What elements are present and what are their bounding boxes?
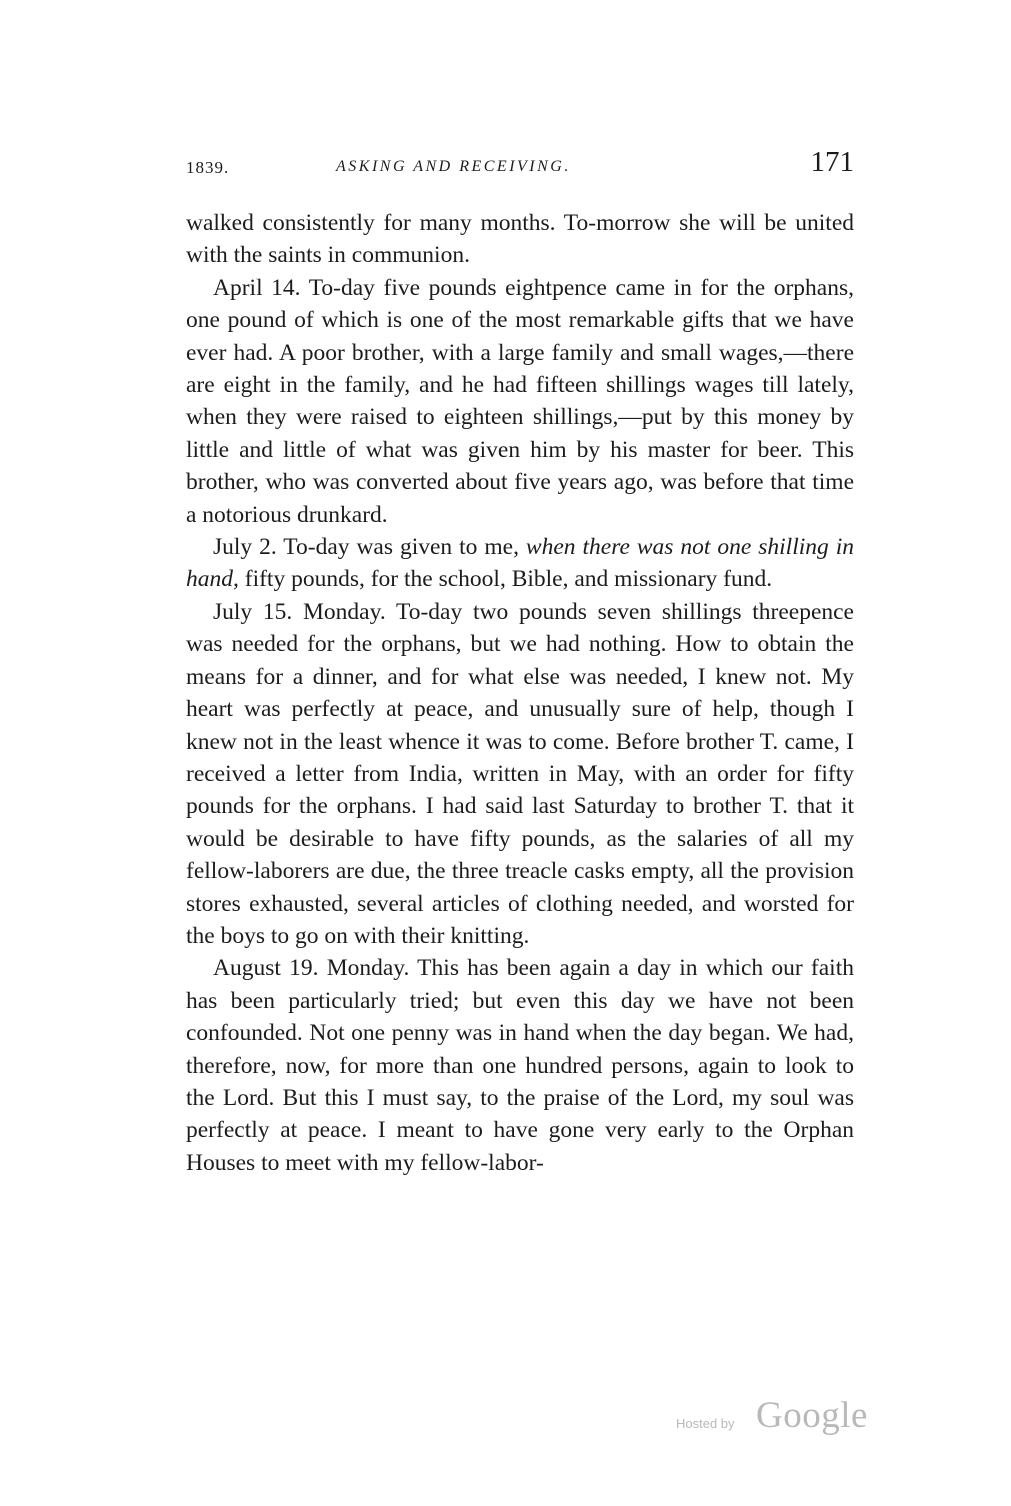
text-run: fifty pounds, for the school, Bible, and missionary fund. [238,566,773,593]
google-logo: Google [756,1395,868,1436]
page-number: 171 [810,146,854,178]
text-run: April 14. To-day five pounds eightpence came in for the orphans, one pound of which is one of the most remarkable gifts that we have ever had. A poor brother, with a large family and small wages,—there are eight in the family, and he had fifteen shillings wages till lately, when they were raised to eighteen shillings,—put by this money by little and little of what was given him by his master for beer. This brother, who was converted about five years ago, was before that time a notorious drunkard. [186,274,854,528]
paragraph-august-19 [186,952,854,1179]
hosted-by-text: Hosted by [676,1416,735,1431]
body-text [186,207,854,1179]
page-header [186,146,854,186]
text-run: August 19. Monday. This has been again a day in which our faith has been particularly tried; but even this day we have not been confounded. Not one penny was in hand when the day began. We had, therefore, now, for more than one hundred persons, again to look to the Lord. But this I must say, to the praise of the Lord, my soul was perfectly at peace. I meant to have gone very early to the Orphan Houses to meet with my fellow-labor- [186,955,854,1176]
paragraph-july-15 [186,596,854,952]
italic-phrase: when there was not one shilling in hand, [186,534,854,593]
running-title: ASKING AND RECEIVING. [336,158,571,175]
paragraph-continued [186,207,854,272]
google-watermark [676,1394,886,1438]
paragraph-april-14 [186,272,854,531]
text-run: July 2. To-day was given to me, [213,534,526,561]
paragraph-july-2 [186,531,854,596]
header-year: 1839. [186,158,230,177]
text-run: walked consistently for many months. To-morrow she will be united with the saints in communion. [186,210,854,269]
text-run: July 15. Monday. To-day two pounds seven shillings threepence was needed for the orphans, but we had nothing. How to obtain the means for a dinner, and for what else was needed, I knew not. My heart was perfectly at peace, and unusually sure of help, though I knew not in the least whence it was to come. Before brother T. came, I received a letter from India, written in May, with an order for fifty pounds for the orphans. I had said last Saturday to brother T. that it would be desirable to have fifty pounds, as the salaries of all my fellow-laborers are due, the three treacle casks empty, all the provision stores exhausted, several articles of clothing needed, and worsted for the boys to go on with their knitting. [186,598,854,949]
